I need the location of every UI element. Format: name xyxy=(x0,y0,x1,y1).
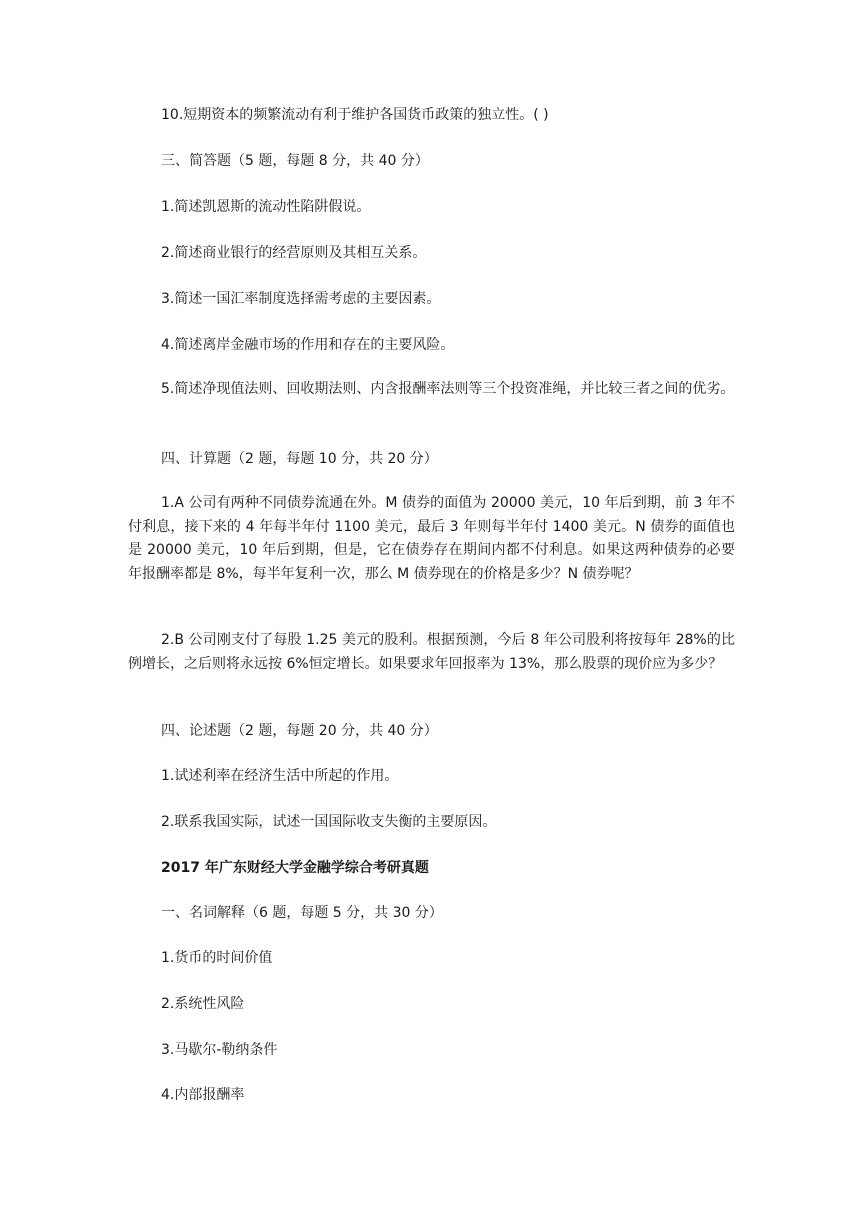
short-answer-q3: 3.简述一国汇率制度选择需考虑的主要因素。 xyxy=(161,291,441,307)
section-heading-essay: 四、论述题（2 题，每题 20 分，共 40 分） xyxy=(161,723,438,739)
term-q3: 3.马歇尔-勒纳条件 xyxy=(161,1042,278,1058)
section-heading-short-answer: 三、简答题（5 题，每题 8 分，共 40 分） xyxy=(161,153,429,169)
short-answer-q5: 5.简述净现值法则、回收期法则、内含报酬率法则等三个投资准绳，并比较三者之间的优劣。 xyxy=(161,381,735,397)
essay-q2: 2.联系我国实际，试述一国国际收支失衡的主要原因。 xyxy=(161,814,497,830)
calculation-q1: 1.A 公司有两种不同债券流通在外。M 债券的面值为 20000 美元，10 年后到期，前 3 年不付利息，接下来的 4 年每半年付 1100 美元，最后 3 年则每半年付 1400 美元。N 债券的面值也是 20000 美元，10 年后到期，但是，它在债券存在期间内都不付利息。如果这两种债券的必要年报酬率都是 8%，每半年复利一次，那么 M 债券现在的价格是多少？N 债券呢？ xyxy=(128,495,735,582)
calculation-q2: 2.B 公司刚支付了每股 1.25 美元的股利。根据预测，今后 8 年公司股利将按每年 28%的比例增长，之后则将永远按 6%恒定增长。如果要求年回报率为 13%，那么股票的现价应为多少？ xyxy=(128,632,735,672)
essay-q1: 1.试述利率在经济生活中所起的作用。 xyxy=(161,768,399,784)
section-heading-term-definitions: 一、名词解释（6 题，每题 5 分，共 30 分） xyxy=(161,905,443,921)
section-heading-calculation: 四、计算题（2 题，每题 10 分，共 20 分） xyxy=(161,451,438,467)
short-answer-q2: 2.简述商业银行的经营原则及其相互关系。 xyxy=(161,245,427,261)
short-answer-q4: 4.简述离岸金融市场的作用和存在的主要风险。 xyxy=(161,337,455,353)
term-q2: 2.系统性风险 xyxy=(161,996,245,1012)
question-10-line: 10.短期资本的频繁流动有利于维护各国货币政策的独立性。( ) xyxy=(161,107,549,123)
term-q4: 4.内部报酬率 xyxy=(161,1087,245,1103)
short-answer-q1: 1.简述凯恩斯的流动性陷阱假说。 xyxy=(161,199,371,215)
term-q1: 1.货币的时间价值 xyxy=(161,950,273,966)
exam-title-2017: 2017 年广东财经大学金融学综合考研真题 xyxy=(161,860,429,876)
